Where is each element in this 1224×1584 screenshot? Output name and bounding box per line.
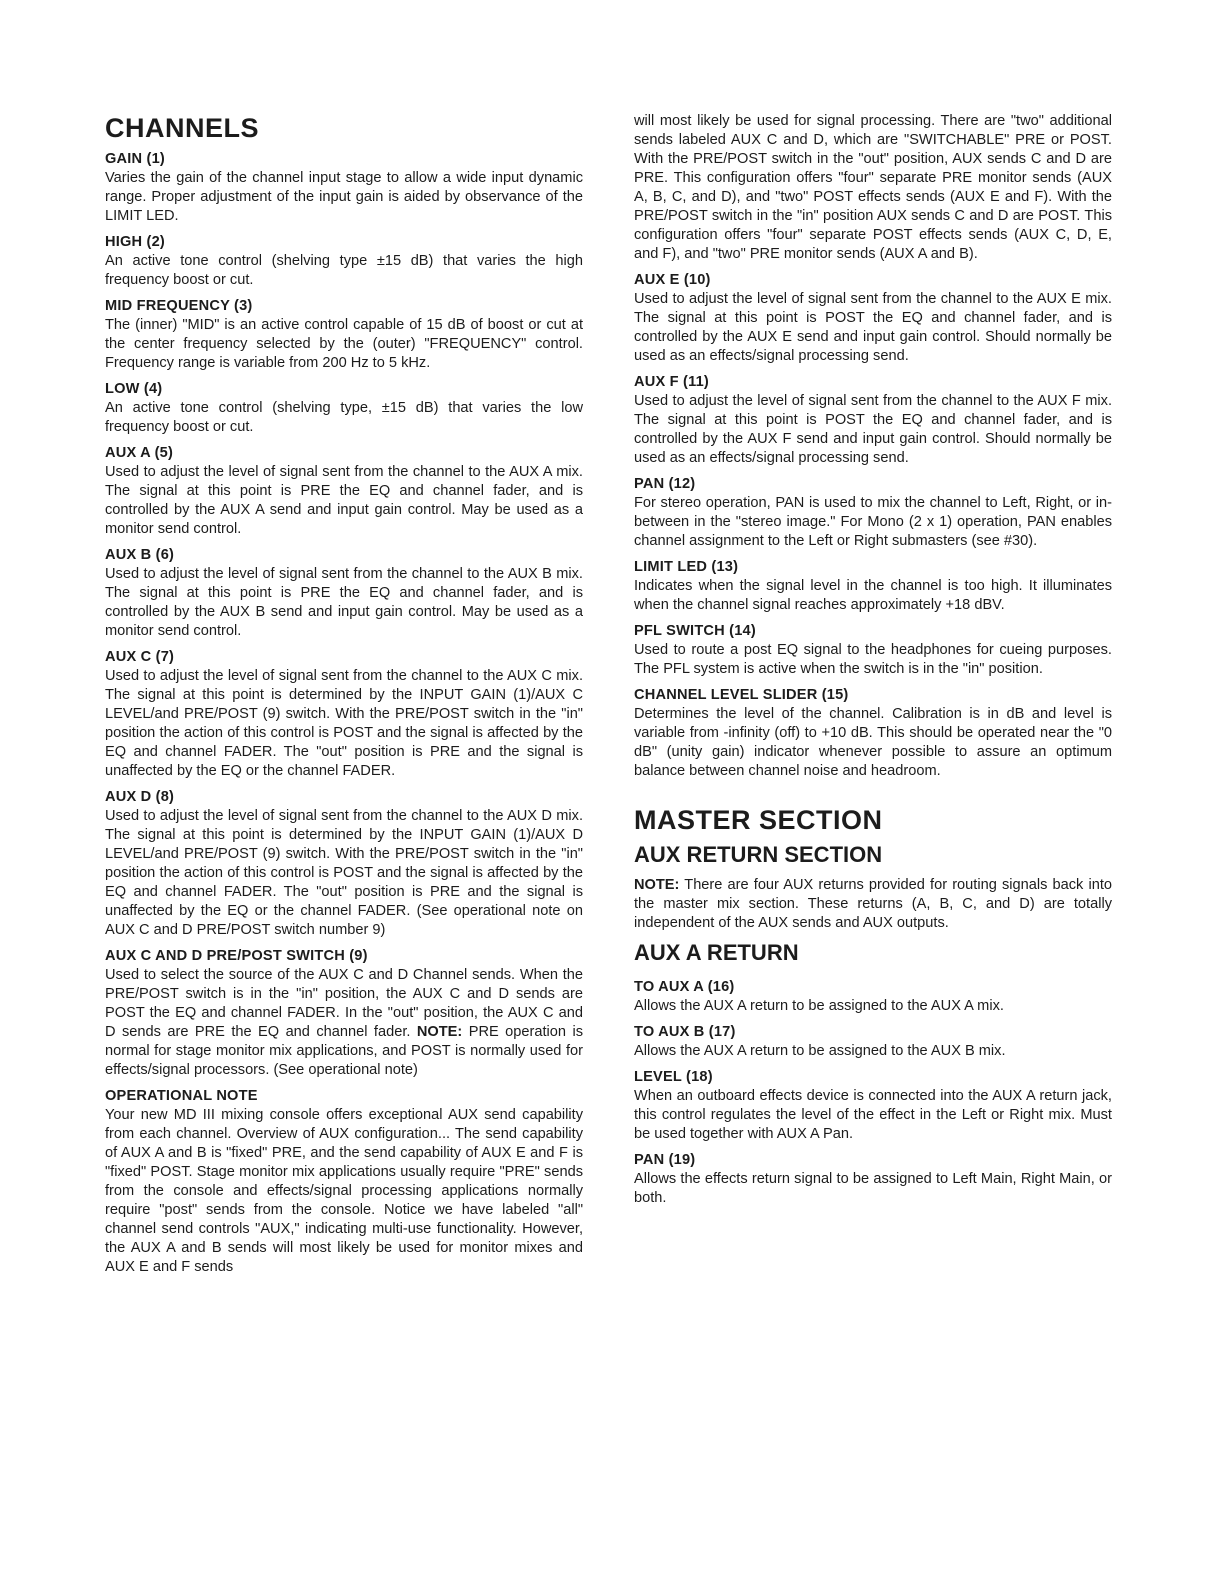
entry-text: Used to adjust the level of signal sent from the channel to the AUX F mix. The signal at this point is POST the EQ and channel fader, and is controlled by the AUX F send and input gain control. Should normally be used as an effects/signal processing send. bbox=[634, 393, 1112, 466]
left-column bbox=[105, 112, 583, 1284]
entry-heading: AUX D (8) bbox=[105, 789, 175, 805]
entry-aux-e bbox=[634, 271, 1112, 366]
entry-limit-led bbox=[634, 558, 1112, 615]
entry-heading: LEVEL (18) bbox=[634, 1069, 713, 1085]
entry-text: Used to adjust the level of signal sent from the channel to the AUX A mix. The signal at this point is PRE the EQ and channel fader, and is controlled by the AUX A send and input gain control. May be used as a monitor send control. bbox=[105, 464, 583, 537]
entry-heading: AUX E (10) bbox=[634, 272, 711, 288]
right-column bbox=[634, 112, 1112, 1215]
note-text: There are four AUX returns provided for routing signals back into the master mix section. These returns (A, B, C, and D) are totally independent of the AUX sends and AUX outputs. bbox=[634, 877, 1112, 931]
entry-aux-f bbox=[634, 373, 1112, 468]
entry-heading: AUX B (6) bbox=[105, 547, 175, 563]
entry-text: The (inner) "MID" is an active control capable of 15 dB of boost or cut at the center frequency selected by the (outer) "FREQUENCY" control. Frequency range is variable from 200 Hz to 5 kHz. bbox=[105, 317, 583, 371]
entry-heading: AUX F (11) bbox=[634, 374, 709, 390]
entry-to-aux-a bbox=[634, 978, 1112, 1016]
entry-text: Used to adjust the level of signal sent from the channel to the AUX B mix. The signal at this point is PRE the EQ and channel fader, and is controlled by the AUX B send and input gain control. May be used as a monitor send control. bbox=[105, 566, 583, 639]
entry-pre-post-switch bbox=[105, 947, 583, 1080]
continuation-paragraph bbox=[634, 112, 1112, 264]
entry-aux-d bbox=[105, 788, 583, 940]
entry-heading: LOW (4) bbox=[105, 381, 163, 397]
entry-text: Determines the level of the channel. Calibration is in dB and level is variable from -infinity (off) to +10 dB. This should be operated near the "0 dB" (unity gain) indicator whenever possible to assure an optimum balance between channel noise and headroom. bbox=[634, 706, 1112, 779]
entry-heading: PFL SWITCH (14) bbox=[634, 623, 756, 639]
entry-heading: GAIN (1) bbox=[105, 151, 165, 167]
entry-heading: PAN (19) bbox=[634, 1152, 696, 1168]
entry-pfl-switch bbox=[634, 622, 1112, 679]
entry-text-part: Used to select the source of the AUX C and D Channel sends. When the PRE/POST switch is in the "in" position, the AUX C and D sends are POST the EQ and channel FADER. In the "out" position, the AUX C and D sends are PRE the EQ and channel fader. bbox=[105, 967, 583, 1040]
entry-aux-a bbox=[105, 444, 583, 539]
entry-operational-note bbox=[105, 1087, 583, 1277]
aux-a-return-heading: AUX A RETURN bbox=[634, 940, 799, 965]
entry-text: will most likely be used for signal processing. There are "two" additional sends labeled AUX C and D, which are "SWITCHABLE" PRE or POST. With the PRE/POST switch in the "out" position, AUX sends C and D are PRE. This configuration offers "four" separate PRE monitor sends (AUX A, B, C, and D), and "two" POST effects sends (AUX E and F). With the PRE/POST switch in the "in" position AUX sends C and D are POST. This configuration offers "four" separate POST effects sends (AUX C, D, E, and F), and "two" PRE monitor sends (AUX A and B). bbox=[634, 113, 1112, 262]
spacer bbox=[634, 788, 1112, 804]
entry-level bbox=[634, 1068, 1112, 1144]
entry-low bbox=[105, 380, 583, 437]
entry-to-aux-b bbox=[634, 1023, 1112, 1061]
aux-return-note bbox=[634, 876, 1112, 933]
channels-heading: CHANNELS bbox=[105, 113, 260, 143]
entry-text: For stereo operation, PAN is used to mix the channel to Left, Right, or in-between in the "stereo image." For Mono (2 x 1) operation, PAN enables channel assignment to the Left or Right submasters (see #30). bbox=[634, 495, 1112, 549]
entry-heading: TO AUX A (16) bbox=[634, 979, 735, 995]
entry-heading: CHANNEL LEVEL SLIDER (15) bbox=[634, 687, 849, 703]
entry-heading: MID FREQUENCY (3) bbox=[105, 298, 253, 314]
entry-text: Used to adjust the level of signal sent from the channel to the AUX D mix. The signal at this point is determined by the INPUT GAIN (1)/AUX D LEVEL/and PRE/POST (9) switch. With the PRE/POST switch in the "in" position the action of this control is POST and the signal is affected by the EQ and channel FADER. The "out" position is PRE and the signal is unaffected by the EQ or the channel FADER. (See operational note on AUX C and D PRE/POST switch number 9) bbox=[105, 808, 583, 938]
entry-heading: OPERATIONAL NOTE bbox=[105, 1088, 258, 1104]
entry-aux-b bbox=[105, 546, 583, 641]
entry-return-pan bbox=[634, 1151, 1112, 1208]
entry-high bbox=[105, 233, 583, 290]
entry-heading: TO AUX B (17) bbox=[634, 1024, 736, 1040]
entry-text: Used to adjust the level of signal sent from the channel to the AUX C mix. The signal at this point is determined by the INPUT GAIN (1)/AUX C LEVEL/and PRE/POST (9) switch. With the PRE/POST switch in the "in" position the action of this control is POST and the signal is affected by the EQ and channel FADER. The "out" position is PRE and the signal is unaffected by the EQ or the channel FADER. bbox=[105, 668, 583, 779]
entry-text: When an outboard effects device is connected into the AUX A return jack, this control regulates the level of the effect in the Left or Right mix. Must be used together with AUX A Pan. bbox=[634, 1088, 1112, 1142]
entry-pan bbox=[634, 475, 1112, 551]
entry-text: Your new MD III mixing console offers exceptional AUX send capability from each channel. Overview of AUX configuration... The send capability of AUX A and B is "fixed" PRE, and the send capability of AUX E and F is "fixed" POST. Stage monitor mix applications usually require "PRE" sends from the console and effects/signal processing applications normally require "post" sends from the console. Notice we have labeled "all" channel send controls "AUX," indicating multi-use functionality. However, the AUX A and B sends will most likely be used for monitor mixes and AUX E and F sends bbox=[105, 1107, 583, 1275]
entry-text: Varies the gain of the channel input stage to allow a wide input dynamic range. Proper adjustment of the input gain is aided by observance of the LIMIT LED. bbox=[105, 170, 583, 224]
note-label: NOTE: bbox=[416, 1024, 463, 1040]
entry-text-part: PRE operation is normal for stage monitor mix applications, and POST is normally used for effects/signal processors. (See operational note) bbox=[105, 1024, 583, 1078]
entry-text: Used to route a post EQ signal to the headphones for cueing purposes. The PFL system is active when the switch is in the "in" position. bbox=[634, 642, 1112, 677]
entry-gain bbox=[105, 150, 583, 226]
aux-return-section-heading: AUX RETURN SECTION bbox=[634, 842, 883, 867]
entry-heading: AUX C AND D PRE/POST SWITCH (9) bbox=[105, 948, 368, 964]
entry-text: Indicates when the signal level in the channel is too high. It illuminates when the channel signal reaches approximately +18 dBV. bbox=[634, 578, 1112, 613]
entry-heading: PAN (12) bbox=[634, 476, 696, 492]
entry-text: Allows the effects return signal to be assigned to Left Main, Right Main, or both. bbox=[634, 1171, 1112, 1206]
entry-text bbox=[105, 966, 583, 1080]
entry-heading: AUX C (7) bbox=[105, 649, 175, 665]
entry-heading: AUX A (5) bbox=[105, 445, 174, 461]
note-label: NOTE: bbox=[634, 877, 680, 893]
entry-text: An active tone control (shelving type ±15 dB) that varies the high frequency boost or cut. bbox=[105, 253, 583, 288]
entry-text: An active tone control (shelving type, ±15 dB) that varies the low frequency boost or cut. bbox=[105, 400, 583, 435]
entry-aux-c bbox=[105, 648, 583, 781]
entry-heading: HIGH (2) bbox=[105, 234, 165, 250]
entry-channel-level-slider bbox=[634, 686, 1112, 781]
entry-mid-frequency bbox=[105, 297, 583, 373]
entry-text bbox=[634, 876, 1112, 933]
entry-text: Used to adjust the level of signal sent from the channel to the AUX E mix. The signal at this point is POST the EQ and channel fader, and is controlled by the AUX E send and input gain control. Should normally be used as an effects/signal processing send. bbox=[634, 291, 1112, 364]
entry-text: Allows the AUX A return to be assigned to the AUX B mix. bbox=[634, 1043, 1006, 1059]
entry-heading: LIMIT LED (13) bbox=[634, 559, 739, 575]
entry-text: Allows the AUX A return to be assigned to the AUX A mix. bbox=[634, 998, 1004, 1014]
master-section-heading: MASTER SECTION bbox=[634, 805, 883, 835]
